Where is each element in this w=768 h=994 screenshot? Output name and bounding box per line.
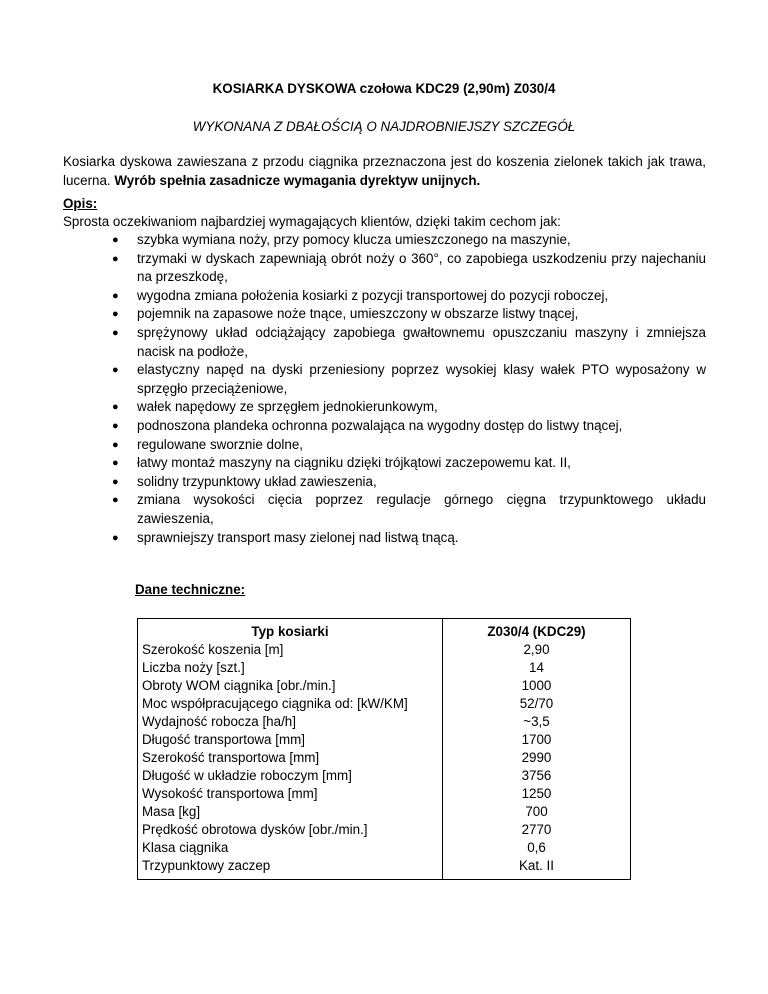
feature-text: solidny trzypunktowy układ zawieszenia, (137, 473, 377, 489)
spec-table (137, 618, 631, 880)
spec-value-cell: ~3,5 (523, 714, 550, 729)
feature-list-item (0, 491, 706, 528)
spec-table-row (138, 641, 631, 659)
bullet-icon: ● (112, 308, 119, 321)
feature-text: podnoszona plandeka ochronna pozwalająca na wygodny dostęp do listwy tnącej, (137, 417, 623, 433)
bullet-icon: ● (112, 401, 119, 414)
features-list (0, 231, 768, 547)
spec-param-cell: Szerokość transportowa [mm] (138, 749, 443, 767)
spec-param-cell: Masa [kg] (138, 803, 443, 821)
feature-text: regulowane sworznie dolne, (137, 436, 303, 452)
intro-text: Kosiarka dyskowa zawieszana z przodu ciągnika przeznaczona jest do koszenia zielonek takich jak trawa, lucerna. (63, 154, 706, 188)
spec-value-cell: 3756 (521, 768, 552, 783)
bullet-icon: ● (112, 475, 119, 488)
spec-table-row (138, 677, 631, 695)
bullet-icon: ● (112, 289, 119, 302)
bullet-icon: ● (112, 234, 119, 246)
bullet-icon: ● (112, 457, 119, 470)
spec-param-cell: Długość transportowa [mm] (138, 731, 443, 749)
spec-value-cell: 14 (529, 660, 544, 675)
dane-techniczne-heading: Dane techniczne: (135, 582, 246, 597)
bullet-icon: ● (112, 531, 119, 544)
spec-param-cell: Trzypunktowy zaczep (138, 857, 443, 880)
bullet-icon: ● (112, 438, 119, 451)
spec-header-value: Z030/4 (KDC29) (487, 624, 586, 639)
opis-heading: Opis: (63, 196, 98, 211)
spec-table-header-row (138, 619, 631, 642)
spec-param-cell: Moc współpracującego ciągnika od: [kW/KM] (138, 695, 443, 713)
feature-text: sprężynowy układ odciążający zapobiega gwałtownemu opuszczaniu maszyny i zmniejsza nacisk na podłoże, (137, 324, 706, 359)
bullet-icon: ● (112, 364, 119, 377)
spec-param-cell: Długość w układzie roboczym [mm] (138, 767, 443, 785)
feature-list-item (0, 250, 706, 287)
spec-param-cell: Prędkość obrotowa dysków [obr./min.] (138, 821, 443, 839)
feature-text: elastyczny napęd na dyski przeniesiony poprzez wysokiej klasy wałek PTO wyposażony w sprzęgło przeciążeniowe, (137, 362, 706, 396)
spec-value-cell: 2990 (521, 750, 552, 765)
intro-paragraph (63, 153, 706, 190)
spec-table-row (138, 659, 631, 677)
spec-value-cell: 1000 (521, 678, 552, 693)
feature-text: sprawniejszy transport masy zielonej nad listwą tnącą. (137, 529, 459, 545)
bullet-icon: ● (112, 252, 119, 265)
feature-list-item (0, 529, 706, 548)
spec-param-cell: Liczba noży [szt.] (138, 659, 443, 677)
feature-list-item (0, 454, 706, 473)
spec-table-row (138, 767, 631, 785)
feature-list-item (0, 305, 706, 324)
feature-list-item (0, 361, 706, 398)
document-subtitle: WYKONANA Z DBAŁOŚCIĄ O NAJDROBNIEJSZY SZCZEGÓŁ (192, 119, 576, 134)
feature-list-item (0, 324, 706, 361)
spec-value-cell: Kat. II (519, 858, 554, 873)
bullet-icon: ● (112, 419, 119, 432)
feature-list-item (0, 436, 706, 455)
spec-table-row (138, 731, 631, 749)
feature-text: zmiana wysokości cięcia poprzez regulacje górnego cięgna trzypunktowego układu zawieszenia, (137, 492, 706, 526)
feature-list-item (0, 287, 706, 306)
spec-value-cell: 700 (525, 804, 548, 819)
spec-value-cell: 52/70 (519, 696, 554, 711)
spec-value-cell: 2,90 (523, 642, 550, 657)
feature-text: pojemnik na zapasowe noże tnące, umieszczony w obszarze listwy tnącej, (137, 306, 579, 322)
feature-list-item (0, 473, 706, 492)
bullet-icon: ● (112, 326, 119, 339)
spec-value-cell: 2770 (521, 822, 552, 837)
feature-text: trzymaki w dyskach zapewniają obrót noży o 360°, co zapobiega uszkodzeniu przy najechaniu na przeszkodę, (137, 250, 706, 285)
spec-param-cell: Klasa ciągnika (138, 839, 443, 857)
spec-table-row (138, 803, 631, 821)
spec-param-cell: Szerokość koszenia [m] (138, 641, 443, 659)
spec-value-cell: 0,6 (527, 840, 546, 855)
intro-bold-text: Wyrób spełnia zasadnicze wymagania dyrektyw unijnych. (114, 172, 481, 188)
spec-value-cell: 1250 (521, 786, 552, 801)
feature-list-item (0, 417, 706, 436)
feature-text: wałek napędowy ze sprzęgłem jednokierunkowym, (137, 399, 438, 415)
feature-text: szybka wymiana noży, przy pomocy klucza umieszczonego na maszynie, (137, 232, 571, 247)
spec-param-cell: Wydajność robocza [ha/h] (138, 713, 443, 731)
spec-table-row (138, 749, 631, 767)
feature-list-item (0, 398, 706, 417)
spec-table-row (138, 839, 631, 857)
spec-table-row (138, 857, 631, 880)
spec-param-cell: Obroty WOM ciągnika [obr./min.] (138, 677, 443, 695)
spec-param-cell: Wysokość transportowa [mm] (138, 785, 443, 803)
feature-text: łatwy montaż maszyny na ciągniku dzięki trójkątowi zaczepowemu kat. II, (137, 455, 571, 471)
bullet-icon: ● (112, 494, 119, 507)
spec-table-row (138, 821, 631, 839)
feature-list-item (0, 231, 706, 250)
opis-lead: Sprosta oczekiwaniom najbardziej wymagających klientów, dzięki takim cechom jak: (63, 214, 561, 229)
spec-table-row (138, 785, 631, 803)
spec-table-row (138, 695, 631, 713)
spec-table-row (138, 713, 631, 731)
spec-value-cell: 1700 (521, 732, 552, 747)
document-title: KOSIARKA DYSKOWA czołowa KDC29 (2,90m) Z030/4 (212, 81, 556, 96)
feature-text: wygodna zmiana położenia kosiarki z pozycji transportowej do pozycji roboczej, (137, 287, 609, 303)
spec-header-param: Typ kosiarki (138, 619, 443, 642)
